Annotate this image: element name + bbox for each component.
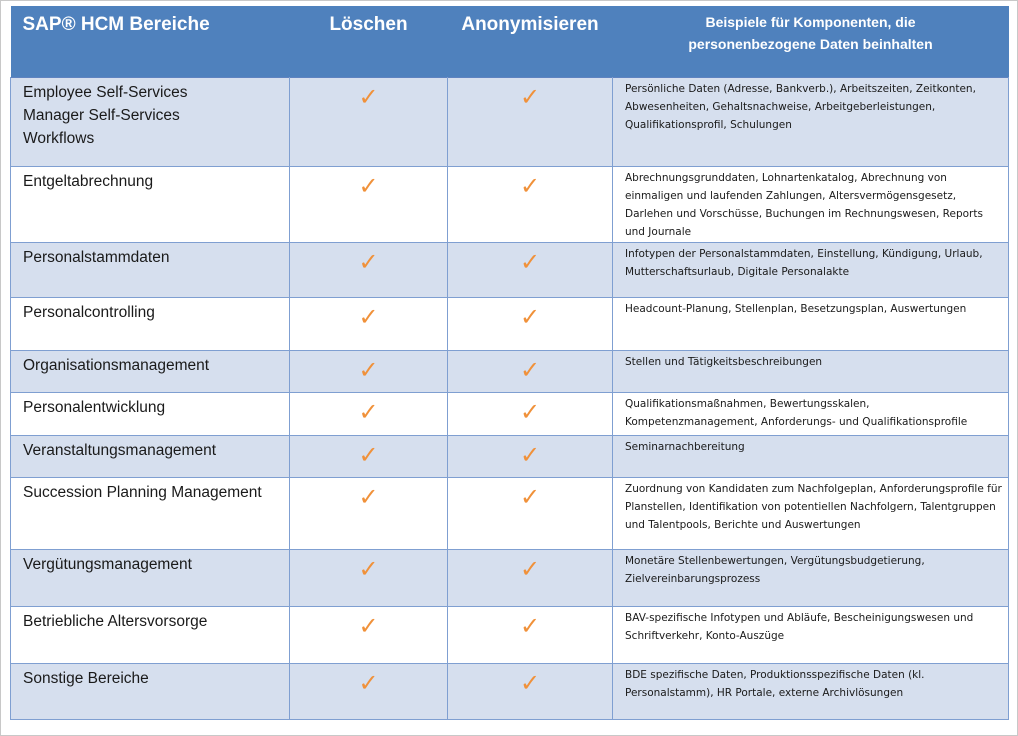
delete-cell xyxy=(290,436,448,478)
examples-text: Monetäre Stellenbewertungen, Vergütungsbudgetierung, Zielvereinbarungsprozess xyxy=(613,550,1009,607)
examples-text: BAV-spezifische Infotypen und Abläufe, Bescheinigungswesen und Schriftverkehr, Konto-Auszüge xyxy=(613,607,1009,664)
header-row xyxy=(11,6,1009,78)
examples-text: Zuordnung von Kandidaten zum Nachfolgeplan, Anforderungsprofile für Planstellen, Identifikation von potentiellen Nachfolgern, Talentgruppen und Talentpools, Berichte und Auswertungen xyxy=(613,478,1009,550)
check-icon: ✓ xyxy=(519,669,541,697)
check-icon: ✓ xyxy=(519,172,541,200)
area-name: Employee Self-Services Manager Self-Services Workflows xyxy=(11,78,290,167)
area-name: Succession Planning Management xyxy=(11,478,290,550)
anonymize-cell xyxy=(448,550,613,607)
check-icon: ✓ xyxy=(519,356,541,384)
check-icon: ✓ xyxy=(519,303,541,331)
examples-text: Seminarnachbereitung xyxy=(613,436,1009,478)
anonymize-cell xyxy=(448,78,613,167)
check-icon: ✓ xyxy=(519,441,541,469)
header-anonymize-label: Anonymisieren xyxy=(461,14,599,35)
delete-cell xyxy=(290,607,448,664)
anonymize-cell xyxy=(448,393,613,436)
table-row xyxy=(11,436,1009,478)
table-row xyxy=(11,550,1009,607)
delete-cell xyxy=(290,478,448,550)
delete-cell xyxy=(290,78,448,167)
anonymize-cell xyxy=(448,478,613,550)
anonymize-cell xyxy=(448,607,613,664)
delete-cell xyxy=(290,167,448,243)
examples-text: Headcount-Planung, Stellenplan, Besetzungsplan, Auswertungen xyxy=(613,298,1009,351)
table-row xyxy=(11,351,1009,393)
delete-cell xyxy=(290,243,448,298)
area-name: Veranstaltungsmanagement xyxy=(11,436,290,478)
header-anonymize xyxy=(448,6,613,78)
table-header xyxy=(11,6,1009,78)
check-icon: ✓ xyxy=(519,83,541,111)
area-name: Betriebliche Altersvorsorge xyxy=(11,607,290,664)
examples-text: BDE spezifische Daten, Produktionsspezifische Daten (kl. Personalstamm), HR Portale, externe Archivlösungen xyxy=(613,664,1009,720)
header-delete xyxy=(290,6,448,78)
examples-text: Abrechnungsgrunddaten, Lohnartenkatalog, Abrechnung von einmaligen und laufenden Zahlungen, Altersvermögensgesetz, Darlehen und Vorschüsse, Buchungen im Rechnungswesen, Reports und Journale xyxy=(613,167,1009,243)
check-icon: ✓ xyxy=(358,172,379,200)
check-icon: ✓ xyxy=(358,555,379,583)
check-icon: ✓ xyxy=(358,669,379,697)
examples-text: Stellen und Tätigkeitsbeschreibungen xyxy=(613,351,1009,393)
delete-cell xyxy=(290,664,448,720)
header-examples xyxy=(613,6,1009,78)
table-row xyxy=(11,478,1009,550)
check-icon: ✓ xyxy=(358,356,379,384)
table-row xyxy=(11,78,1009,167)
header-examples-line2: personenbezogene Daten beinhalten xyxy=(688,36,933,52)
area-name: Entgeltabrechnung xyxy=(11,167,290,243)
area-name: Sonstige Bereiche xyxy=(11,664,290,720)
check-icon: ✓ xyxy=(519,398,541,426)
table-row xyxy=(11,167,1009,243)
check-icon: ✓ xyxy=(358,483,379,511)
area-name: Vergütungsmanagement xyxy=(11,550,290,607)
examples-text: Persönliche Daten (Adresse, Bankverb.), Arbeitszeiten, Zeitkonten, Abwesenheiten, Gehaltsnachweise, Arbeitgeberleistungen, Qualifikationsprofil, Schulungen xyxy=(613,78,1009,167)
check-icon: ✓ xyxy=(358,83,379,111)
table-body xyxy=(11,78,1009,720)
check-icon: ✓ xyxy=(358,248,379,276)
header-area-label: SAP® HCM Bereiche xyxy=(22,14,210,35)
table-row xyxy=(11,243,1009,298)
anonymize-cell xyxy=(448,664,613,720)
delete-cell xyxy=(290,393,448,436)
delete-cell xyxy=(290,550,448,607)
anonymize-cell xyxy=(448,243,613,298)
header-delete-label: Löschen xyxy=(329,14,408,35)
examples-text: Qualifikationsmaßnahmen, Bewertungsskalen, Kompetenzmanagement, Anforderungs- und Qualifikationsprofile xyxy=(613,393,1009,436)
anonymize-cell xyxy=(448,351,613,393)
check-icon: ✓ xyxy=(519,483,541,511)
check-icon: ✓ xyxy=(519,248,541,276)
check-icon: ✓ xyxy=(358,612,379,640)
table-row xyxy=(11,607,1009,664)
header-examples-line1: Beispiele für Komponenten, die xyxy=(705,14,916,30)
examples-text: Infotypen der Personalstammdaten, Einstellung, Kündigung, Urlaub, Mutterschaftsurlaub, Digitale Personalakte xyxy=(613,243,1009,298)
hcm-areas-table-wrapper xyxy=(10,6,1008,720)
delete-cell xyxy=(290,298,448,351)
hcm-areas-table xyxy=(10,6,1009,720)
anonymize-cell xyxy=(448,298,613,351)
table-row xyxy=(11,664,1009,720)
check-icon: ✓ xyxy=(519,612,541,640)
area-name: Personalstammdaten xyxy=(11,243,290,298)
delete-cell xyxy=(290,351,448,393)
table-row xyxy=(11,393,1009,436)
anonymize-cell xyxy=(448,167,613,243)
check-icon: ✓ xyxy=(358,398,379,426)
table-row xyxy=(11,298,1009,351)
check-icon: ✓ xyxy=(358,303,379,331)
area-name: Personalentwicklung xyxy=(11,393,290,436)
check-icon: ✓ xyxy=(519,555,541,583)
check-icon: ✓ xyxy=(358,441,379,469)
header-area xyxy=(11,6,290,78)
area-name: Organisationsmanagement xyxy=(11,351,290,393)
anonymize-cell xyxy=(448,436,613,478)
area-name: Personalcontrolling xyxy=(11,298,290,351)
